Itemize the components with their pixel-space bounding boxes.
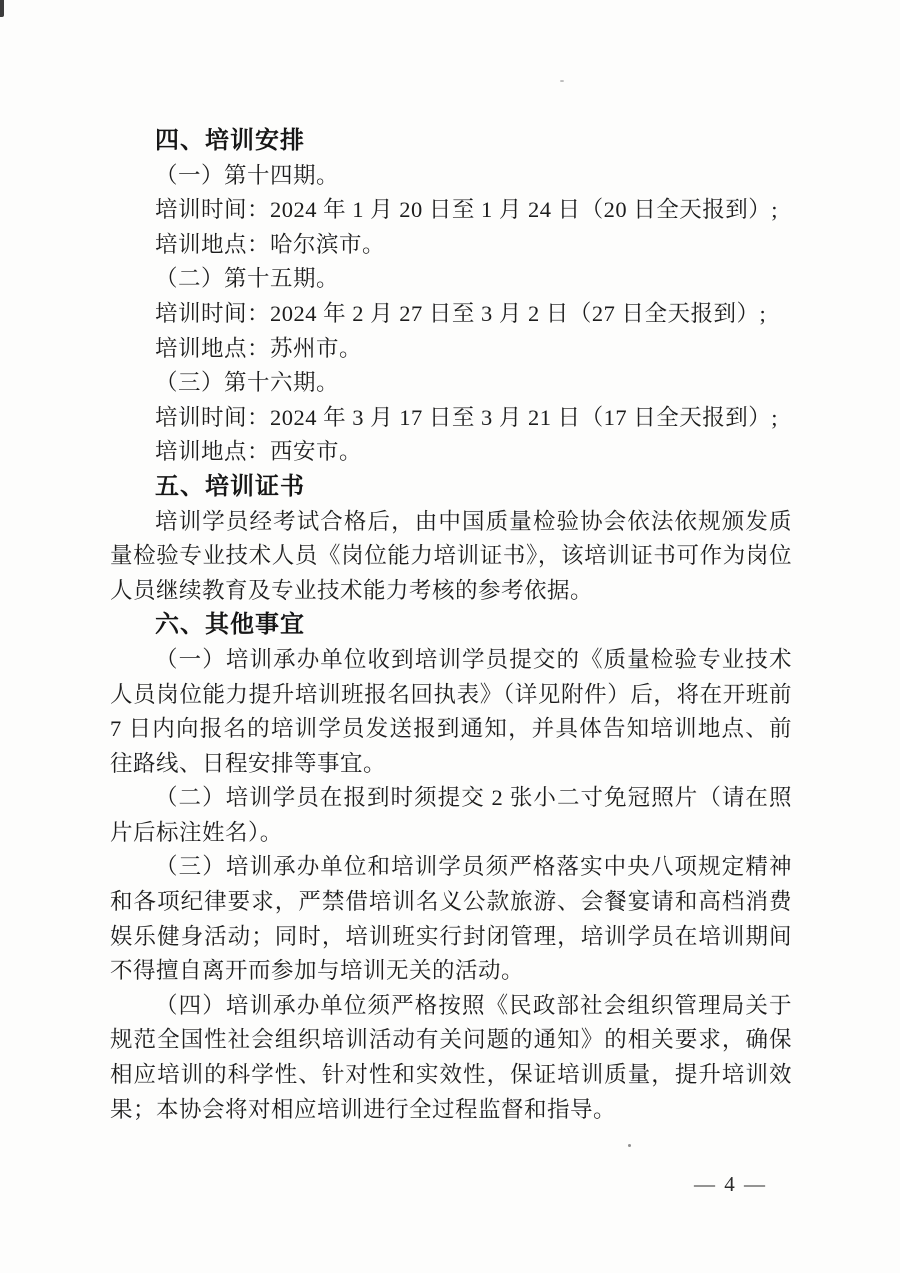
session-14-time: 培训时间：2024 年 1 月 20 日至 1 月 24 日（20 日全天报到）; xyxy=(155,197,779,223)
scan-artifact-edge xyxy=(0,0,4,17)
other-matters-paragraph-1: （一）培训承办单位收到培训学员提交的《质量检验专业技术人员岗位能力提升培训班报名回执表》（详见附件）后，将在开班前 7 日内向报名的培训学员发送报到通知，并具体告知培训地点、前往路线、日程安排等事宜。 xyxy=(110,646,792,776)
session-16-title: （三）第十六期。 xyxy=(155,370,340,396)
session-15-place: 培训地点：苏州市。 xyxy=(155,335,363,361)
document-body xyxy=(110,124,792,1127)
section-heading-training-certificate: 五、培训证书 xyxy=(155,472,305,500)
other-matters-paragraph-3: （三）培训承办单位和培训学员须严格落实中央八项规定精神和各项纪律要求，严禁借培训名义公款旅游、会餐宴请和高档消费娱乐健身活动；同时，培训班实行封闭管理，培训学员在培训期间不得擅自离开而参加与培训无关的活动。 xyxy=(110,854,792,984)
session-16-place: 培训地点：西安市。 xyxy=(155,439,363,465)
scan-speck xyxy=(628,1144,631,1147)
section-heading-training-schedule: 四、培训安排 xyxy=(155,127,305,154)
session-16-time: 培训时间：2024 年 3 月 17 日至 3 月 21 日（17 日全天报到）; xyxy=(155,404,779,430)
session-14-place: 培训地点：哈尔滨市。 xyxy=(155,231,386,257)
page-number: — 4 — xyxy=(694,1172,767,1196)
other-matters-paragraph-4: （四）培训承办单位须严格按照《民政部社会组织管理局关于规范全国性社会组织培训活动有关问题的通知》的相关要求，确保相应培训的科学性、针对性和实效性，保证培训质量，提升培训效果；本协会将对相应培训进行全过程监督和指导。 xyxy=(110,992,792,1122)
scan-speck xyxy=(560,80,564,82)
section-other-matters xyxy=(110,608,792,1127)
other-matters-paragraph-2: （二）培训学员在报到时须提交 2 张小二寸免冠照片（请在照片后标注姓名）。 xyxy=(110,785,792,845)
session-14-title: （一）第十四期。 xyxy=(155,162,340,188)
section-training-certificate xyxy=(110,470,792,608)
certificate-paragraph: 培训学员经考试合格后，由中国质量检验协会依法依规颁发质量检验专业技术人员《岗位能力培训证书》，该培训证书可作为岗位人员继续教育及专业技术能力考核的参考依据。 xyxy=(110,508,792,603)
section-heading-other-matters: 六、其他事宜 xyxy=(155,611,305,639)
section-training-schedule xyxy=(110,124,792,470)
session-15-title: （二）第十五期。 xyxy=(155,266,340,292)
session-15-time: 培训时间：2024 年 2 月 27 日至 3 月 2 日（27 日全天报到）; xyxy=(155,300,767,326)
